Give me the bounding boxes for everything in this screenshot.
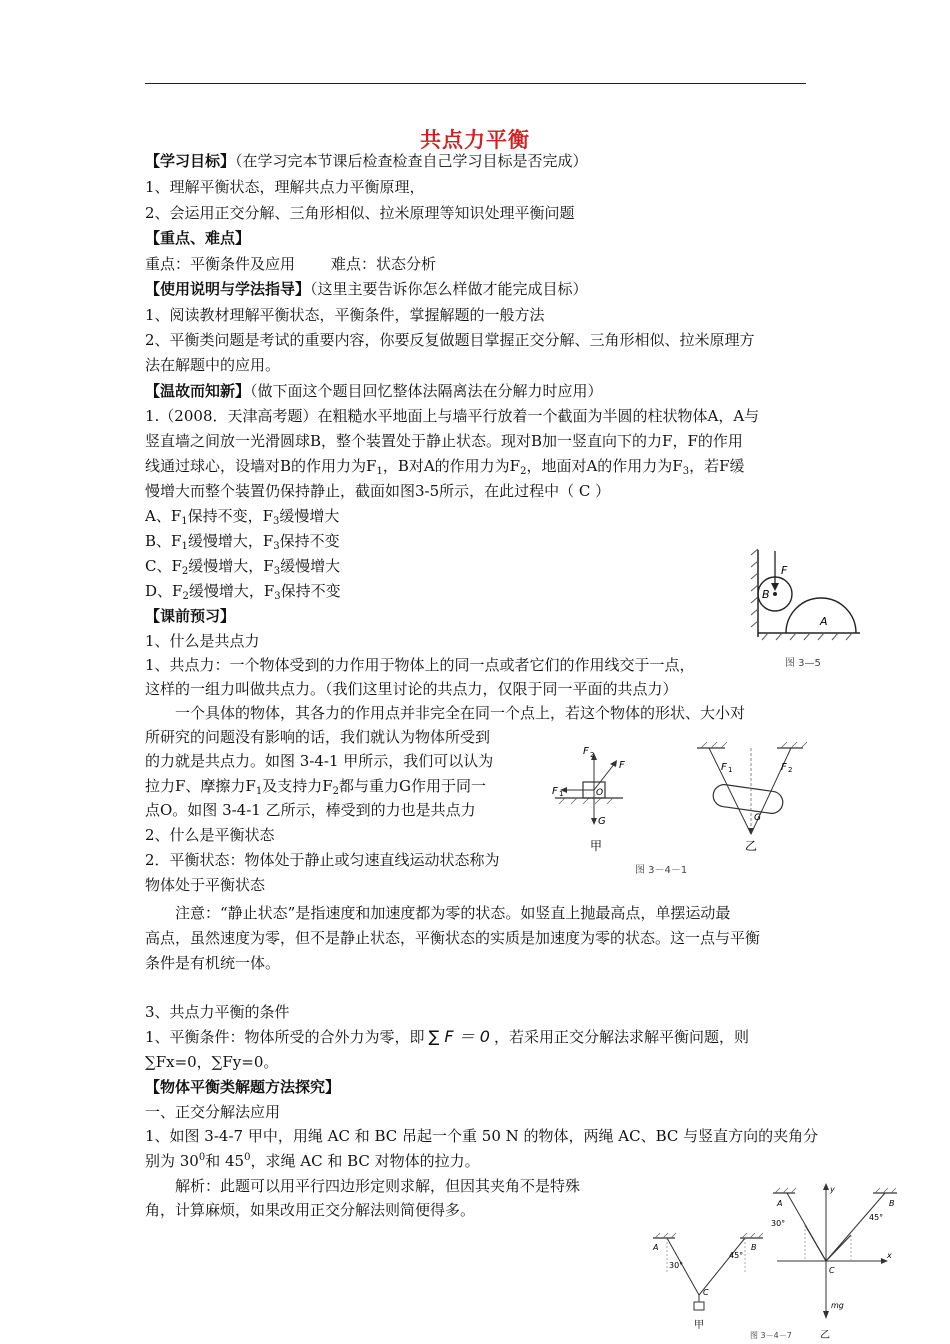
degree-sup: 0 <box>244 1152 251 1163</box>
p4-part-b: 及支持力F <box>262 777 333 795</box>
figure-label: y <box>830 1185 835 1194</box>
method-heading: 【物体平衡类解题方法探究】 <box>145 1078 341 1096</box>
option-b <box>145 531 340 551</box>
option-text: D、F <box>145 582 183 600</box>
figure-3-4-7 <box>645 1178 907 1340</box>
option-text: 缓慢增大，F <box>187 532 274 550</box>
figure-label: F <box>721 762 727 773</box>
note-line-1: 注意：“静止状态”是指速度和加速度都为零的状态。如竖直上抛最高点，单摆运动最 <box>175 904 731 922</box>
option-a <box>145 506 339 526</box>
key-line <box>145 254 436 274</box>
figure-label: 30° <box>771 1219 786 1228</box>
question-line-3: 线通过球心，设墙对B的作用力为$F_1$，B对A的作用力为$F_2$，地面对A的作用力为$F_3$，若F缓 <box>145 457 745 477</box>
option-text: 缓慢增大 <box>280 557 341 575</box>
figure-3-4-1 <box>545 738 807 880</box>
state-line-1: 2．平衡状态：物体处于静止或匀速直线运动状态称为 <box>145 851 500 869</box>
figure-label: C <box>703 1288 709 1297</box>
subscript: 3 <box>273 566 281 577</box>
condition-q3: 3、共点力平衡的条件 <box>145 1003 290 1021</box>
key-heading: 【重点、难点】 <box>145 229 251 247</box>
example-text: ，求绳 AC 和 BC 对物体的拉力。 <box>250 1152 480 1170</box>
subscript: 2 <box>181 566 189 577</box>
hard-point: 难点：状态分析 <box>331 255 437 273</box>
guide-item-3: 法在解题中的应用。 <box>145 356 281 374</box>
guide-item-1: 1、阅读教材理解平衡状态，平衡条件，掌握解题的一般方法 <box>145 306 545 324</box>
key-point: 重点：平衡条件及应用 <box>145 255 296 273</box>
example-text: 和 45 <box>205 1152 245 1170</box>
figure-label: B <box>889 1199 895 1208</box>
figure-label: A <box>777 1199 783 1208</box>
guide-note: （这里主要告诉你怎么样做才能完成目标） <box>310 280 588 298</box>
figure-label: F <box>781 762 787 773</box>
option-d <box>145 581 341 601</box>
condition-line-1 <box>145 1027 749 1047</box>
q3-part-d: ，若F缓 <box>689 457 745 475</box>
question-line-2: 竖直墙之间放一光滑圆球B，整个装置处于静止状态。现对B加一竖直向下的力F，F的作用 <box>145 432 743 450</box>
figure-caption: 图 3－4－1 <box>635 865 688 876</box>
figure-label: F <box>552 786 558 797</box>
figure-label: F <box>583 746 589 757</box>
figure-label: x <box>887 1251 892 1260</box>
analysis-line-1: 解析：此题可以用平行四边形定则求解，但因其夹角不是特殊 <box>175 1177 581 1195</box>
figure-label: 45° <box>729 1251 744 1260</box>
goals-note: （在学习完本节课后检查检查自己学习目标是否完成） <box>235 152 588 170</box>
figure-label: mg <box>831 1301 844 1310</box>
page-title: 共点力平衡 <box>420 127 530 152</box>
option-text: 缓慢增大，F <box>188 582 275 600</box>
figure-sublabel: 甲 <box>590 839 603 853</box>
figure-label: 45° <box>869 1213 884 1222</box>
condition-text: ，若采用正交分解法求解平衡问题，则 <box>493 1028 749 1046</box>
figure-label: F <box>619 760 625 771</box>
review-heading: 【温故而知新】 <box>145 382 251 400</box>
condition-line-2: ∑Fx=0，∑Fy=0。 <box>145 1053 279 1071</box>
q3-part-b: ，B对A的作用力为F <box>382 457 521 475</box>
paragraph-line-4: 拉力F、摩擦力$F_1$及支持力$F_2$都与重力G作用于同一 <box>145 777 486 797</box>
option-text: 缓慢增大，F <box>188 557 274 575</box>
review-note: （做下面这个题目回忆整体法隔离法在分解力时应用） <box>250 382 603 400</box>
figure-label: F <box>781 564 788 577</box>
figure-label: O <box>596 788 604 798</box>
goal-item-2: 2、会运用正交分解、三角形相似、拉米原理等知识处理平衡问题 <box>145 204 575 222</box>
preview-q2: 2、什么是平衡状态 <box>145 826 275 844</box>
guide-line <box>145 279 588 299</box>
subscript: 3 <box>274 591 281 602</box>
subscript: 1 <box>181 541 188 552</box>
q3-part-a: 线通过球心，设墙对B的作用力为F <box>145 457 377 475</box>
paragraph-line-5: 点O。如图 3-4-1 乙所示，棒受到的力也是共点力 <box>145 801 476 819</box>
option-text: 缓慢增大 <box>279 507 340 525</box>
guide-heading: 【使用说明与学法指导】 <box>145 280 311 298</box>
figure-label: B <box>762 588 770 601</box>
figure-3-5 <box>748 545 868 675</box>
option-text: B、F <box>145 532 182 550</box>
question-line-4: 慢增大而整个装置仍保持静止，截面如图3-5所示，在此过程中（ C ） <box>145 482 611 500</box>
figure-label: 1 <box>559 790 564 798</box>
paragraph-line-1: 一个具体的物体，其各力的作用点并非完全在同一个点上，若这个物体的形状、大小对 <box>175 704 746 722</box>
analysis-line-2: 角，计算麻烦，如果改用正交分解法则简便得多。 <box>145 1201 476 1219</box>
definition-line-1: 1、共点力：一个物体受到的力作用于物体上的同一点或者它们的作用线交于一点， <box>145 656 695 674</box>
method-sub1: 一、正交分解法应用 <box>145 1103 281 1121</box>
paragraph-line-2: 所研究的问题没有影响的话，我们就认为物体所受到 <box>145 728 491 746</box>
example-text: 别为 30 <box>145 1152 199 1170</box>
review-line <box>145 381 603 401</box>
question-line-1: 1.（2008．天津高考题）在粗糙水平地面上与墙平行放着一个截面为半圆的柱状物体A，A与 <box>145 407 760 425</box>
example-line-1: 1、如图 3-4-7 甲中，用绳 AC 和 BC 吊起一个重 50 N 的物体，两绳 AC、BC 与竖直方向的夹角分 <box>145 1127 819 1145</box>
figure-label: 2 <box>590 751 595 759</box>
figure-label: 2 <box>788 766 793 774</box>
option-text: A、F <box>145 507 182 525</box>
guide-item-2: 2、平衡类问题是考试的重要内容，你要反复做题目掌握正交分解、三角形相似、拉米原理方 <box>145 331 755 349</box>
figure-label: G <box>598 816 606 827</box>
figure-label: 30° <box>669 1261 684 1270</box>
option-c <box>145 556 340 576</box>
figure-label: G <box>754 813 761 823</box>
figure-label: A <box>653 1243 659 1252</box>
option-text: C、F <box>145 557 182 575</box>
figure-label: 1 <box>728 766 733 774</box>
figure-sublabel: 乙 <box>745 839 758 853</box>
condition-text: 1、平衡条件：物体所受的合外力为零，即 <box>145 1028 425 1046</box>
degree-sup: 0 <box>198 1152 206 1163</box>
preview-q1: 1、什么是共点力 <box>145 632 260 650</box>
header-rule <box>145 83 806 84</box>
figure-caption: 图 3—5 <box>785 658 821 669</box>
goal-item-1: 1、理解平衡状态，理解共点力平衡原理， <box>145 178 425 196</box>
figure-label: B <box>751 1243 757 1252</box>
equilibrium-formula: ∑ F ＝ 0 <box>428 1027 490 1046</box>
subscript: 1 <box>181 516 188 527</box>
goals-heading: 【学习目标】 <box>145 152 236 170</box>
subscript: 3 <box>273 516 280 527</box>
option-text: 保持不变，F <box>187 507 274 525</box>
note-line-3: 条件是有机统一体。 <box>145 954 281 972</box>
p4-part-a: 拉力F、摩擦力F <box>145 777 256 795</box>
subscript: 2 <box>182 591 189 602</box>
p4-part-c: 都与重力G作用于同一 <box>339 777 486 795</box>
figure-caption: 图 3－4－7 <box>750 1331 792 1340</box>
preview-heading: 【课前预习】 <box>145 607 236 625</box>
note-line-2: 高点，虽然速度为零，但不是静止状态，平衡状态的实质是加速度为零的状态。这一点与平衡 <box>145 929 761 947</box>
figure-label: C <box>829 1266 835 1275</box>
option-text: 保持不变 <box>279 532 340 550</box>
goals-line <box>145 151 588 171</box>
option-text: 保持不变 <box>280 582 341 600</box>
figure-sublabel: 甲 <box>694 1320 704 1331</box>
subscript: 3 <box>273 541 280 552</box>
example-line-2 <box>145 1151 480 1171</box>
paragraph-line-3: 的力就是共点力。如图 3-4-1 甲所示，我们可以认为 <box>145 752 494 770</box>
state-line-2: 物体处于平衡状态 <box>145 876 266 894</box>
definition-line-2: 这样的一组力叫做共点力。（我们这里讨论的共点力，仅限于同一平面的共点力） <box>145 680 678 698</box>
figure-sublabel: 乙 <box>820 1330 830 1340</box>
q3-part-c: ，地面对A的作用力为F <box>526 457 683 475</box>
figure-label: A <box>820 615 828 628</box>
